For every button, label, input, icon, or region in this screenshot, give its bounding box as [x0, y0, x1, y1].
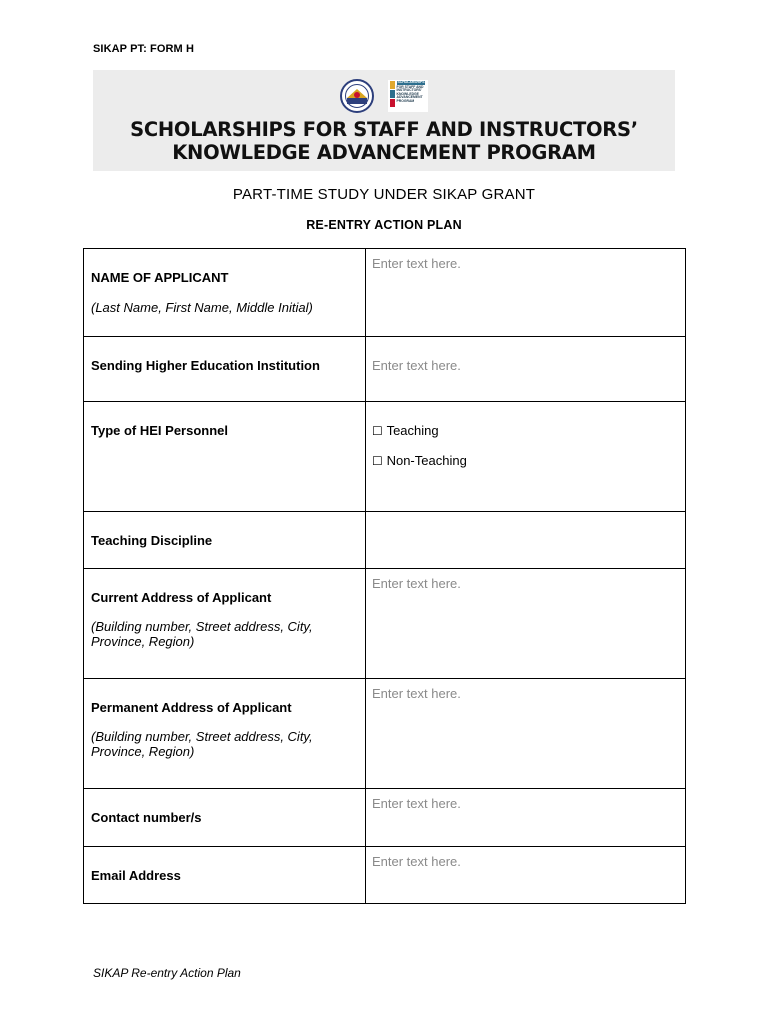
discipline-input[interactable] [366, 512, 686, 569]
current-address-note: (Building number, Street address, City, Province, Region) [91, 619, 313, 649]
plan-title: RE-ENTRY ACTION PLAN [306, 218, 462, 232]
hei-label: Sending Higher Education Institution [91, 358, 320, 373]
row-sending-hei [84, 337, 686, 402]
hei-placeholder: Enter text here. [372, 358, 461, 373]
row-permanent-address [84, 679, 686, 789]
email-input[interactable] [366, 847, 686, 904]
hei-label-cell [84, 337, 366, 402]
contact-placeholder: Enter text here. [372, 796, 461, 811]
contact-label: Contact number/s [91, 810, 202, 825]
teaching-option-label: Teaching [386, 423, 439, 438]
sikap-mark-icon [390, 81, 395, 107]
sikap-logo-wordmark: SCHOLARSHIPS FOR STAFF AND INSTRUCTORS' KNOWLEDGE ADVANCEMENT PROGRAM [396, 80, 425, 103]
row-email-address [84, 847, 686, 904]
non-teaching-checkbox[interactable]: ☐ [372, 454, 387, 468]
current-address-input[interactable] [366, 569, 686, 679]
name-label-cell [84, 249, 366, 337]
permanent-address-label-cell [84, 679, 366, 789]
email-label: Email Address [91, 868, 181, 883]
sikap-logo [388, 80, 429, 112]
current-address-label: Current Address of Applicant [91, 590, 272, 605]
email-label-cell [84, 847, 366, 904]
teaching-checkbox[interactable]: ☐ [372, 424, 387, 438]
discipline-label-cell [84, 512, 366, 569]
program-banner [93, 70, 675, 171]
contact-label-cell [84, 789, 366, 847]
non-teaching-option-label: Non-Teaching [386, 453, 467, 468]
personnel-label-cell [84, 402, 366, 512]
applicant-form-table [83, 248, 686, 904]
current-address-label-cell [84, 569, 366, 679]
row-teaching-discipline [84, 512, 686, 569]
non-teaching-option[interactable] [372, 453, 685, 469]
form-code: SIKAP PT: FORM H [93, 43, 195, 55]
discipline-label: Teaching Discipline [91, 533, 213, 548]
banner-title-line1: SCHOLARSHIPS FOR STAFF AND INSTRUCTORS’ [130, 118, 638, 141]
name-input[interactable] [366, 249, 686, 337]
name-placeholder: Enter text here. [372, 256, 461, 271]
name-note: (Last Name, First Name, Middle Initial) [91, 300, 313, 315]
row-name-of-applicant [84, 249, 686, 337]
hei-input[interactable] [366, 337, 686, 402]
row-personnel-type [84, 402, 686, 512]
current-address-placeholder: Enter text here. [372, 576, 461, 591]
permanent-address-input[interactable] [366, 679, 686, 789]
banner-title-line2: KNOWLEDGE ADVANCEMENT PROGRAM [172, 141, 596, 164]
row-current-address [84, 569, 686, 679]
permanent-address-placeholder: Enter text here. [372, 686, 461, 701]
page-footer: SIKAP Re-entry Action Plan [93, 966, 241, 980]
government-seal-icon [340, 79, 374, 113]
permanent-address-note: (Building number, Street address, City, Province, Region) [91, 729, 313, 759]
name-label: NAME OF APPLICANT [91, 270, 229, 285]
banner-title [93, 118, 675, 164]
email-placeholder: Enter text here. [372, 854, 461, 869]
document-subtitle: PART-TIME STUDY UNDER SIKAP GRANT [232, 186, 536, 203]
permanent-address-label: Permanent Address of Applicant [91, 700, 292, 715]
teaching-option[interactable] [372, 423, 685, 439]
personnel-options [366, 402, 686, 512]
contact-input[interactable] [366, 789, 686, 847]
row-contact-number [84, 789, 686, 847]
personnel-label: Type of HEI Personnel [91, 423, 229, 438]
banner-logos [93, 79, 675, 113]
